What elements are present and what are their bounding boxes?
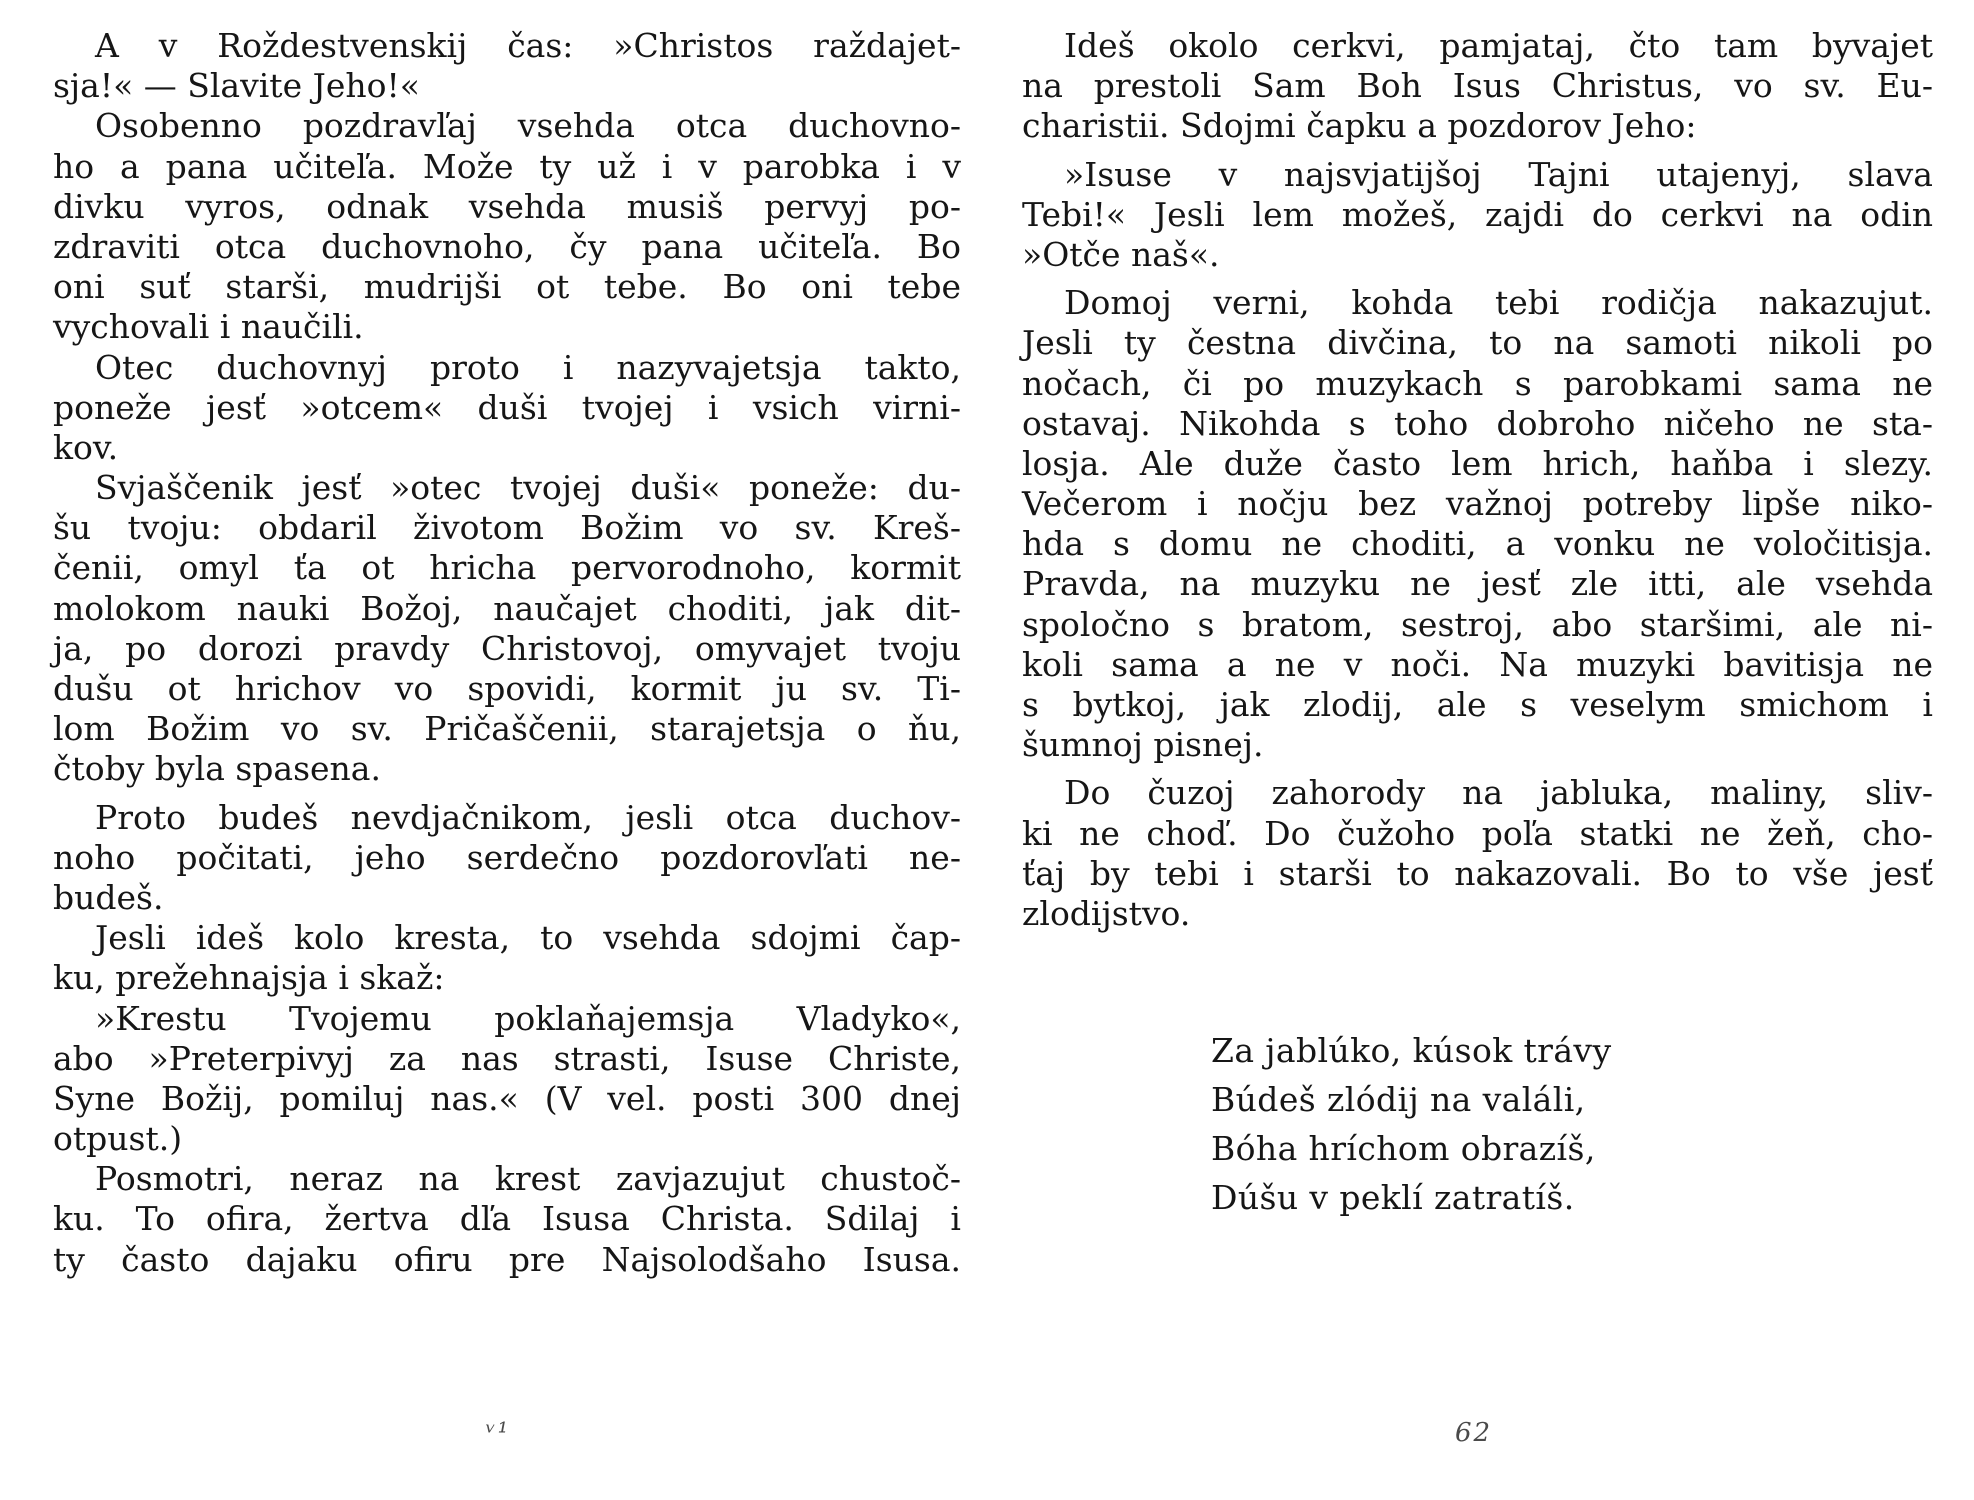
poem-verse: Dúšu v peklí zatratíš. bbox=[1211, 1178, 1575, 1217]
text-line: sja!« — Slavite Jeho!« bbox=[53, 66, 420, 106]
text-line: Jesli ty čestna divčina, to na samoti nikoli po bbox=[1022, 323, 1933, 363]
text-line: Syne Božij, pomiluj nas.« (V vel. posti 300 dnej bbox=[53, 1078, 961, 1118]
text-line: losja. Ale duže často lem hrich, haňba i slezy. bbox=[1022, 443, 1933, 483]
text-line: ho a pana učiteľa. Može ty už i v parobka i v bbox=[53, 146, 961, 186]
text-line: ostavaj. Nikohda s toho dobroho ničeho ne sta- bbox=[1022, 403, 1933, 443]
text-line: »Krestu Tvojemu poklaňajemsja Vladyko«, bbox=[95, 998, 961, 1038]
text-line: Otec duchovnyj proto i nazyvajetsja takto, bbox=[95, 347, 961, 387]
left-page-text bbox=[53, 26, 961, 1280]
paragraph-gap bbox=[53, 790, 961, 798]
text-line: »Otče naš«. bbox=[1022, 234, 1220, 274]
right-page-number: 62 bbox=[1455, 1418, 1493, 1448]
text-line: lom Božim vo sv. Pričaščenii, starajetsja o ňu, bbox=[53, 709, 961, 749]
text-line: Osobenno pozdravľaj vsehda otca duchovno- bbox=[95, 106, 961, 146]
text-line: charistii. Sdojmi čapku a pozdorov Jeho: bbox=[1022, 106, 1697, 146]
text-line: »Isuse v najsvjatijšoj Tajni utajenyj, slava bbox=[1064, 154, 1933, 194]
text-line: kov. bbox=[53, 427, 119, 467]
text-line: Jesli ideš kolo kresta, to vsehda sdojmi čap- bbox=[95, 918, 961, 958]
text-line: divku vyros, odnak vsehda musiš pervyj po- bbox=[53, 186, 961, 226]
text-line: Proto budeš nevdjačnikom, jesli otca duchov- bbox=[95, 797, 961, 837]
text-line: Svjaščenik jesť »otec tvojej duši« poneže: du- bbox=[95, 468, 961, 508]
text-line: na prestoli Sam Boh Isus Christus, vo sv. Eu- bbox=[1022, 66, 1933, 106]
text-line: čenii, omyl ťa ot hricha pervorodnoho, kormit bbox=[53, 548, 961, 588]
text-line: zdraviti otca duchovnoho, čy pana učiteľa. Bo bbox=[53, 226, 961, 266]
text-line: A v Roždestvenskij čas: »Christos raždajet- bbox=[95, 26, 961, 65]
text-line: ja, po dorozi pravdy Christovoj, omyvajet tvoju bbox=[53, 628, 961, 668]
text-line: zlodijstvo. bbox=[1022, 893, 1191, 933]
text-line: Tebi!« Jesli lem možeš, zajdi do cerkvi na odin bbox=[1022, 194, 1933, 234]
text-line: otpust.) bbox=[53, 1119, 183, 1159]
text-line: s bytkoj, jak zlodij, ale s veselym smichom i bbox=[1022, 685, 1933, 724]
text-line: ku. To ofira, žertva dľa Isusa Christa. Sdilaj i bbox=[53, 1199, 961, 1239]
text-line: koli sama a ne v noči. Na muzyki bavitisja ne bbox=[1022, 644, 1933, 684]
text-line: ki ne choď. Do čužoho poľa statki ne žeň, cho- bbox=[1022, 813, 1933, 853]
paragraph-gap bbox=[1022, 765, 1933, 773]
poem-verse: Bóha hríchom obrazíš, bbox=[1211, 1129, 1596, 1168]
text-line: spoločno s bratom, sestroj, abo staršimi, ale ni- bbox=[1022, 604, 1933, 644]
text-line: Večerom i nočju bez važnoj potreby lipše niko- bbox=[1022, 484, 1933, 524]
text-line: šumnoj pisnej. bbox=[1022, 725, 1264, 765]
left-page-number: ᵛ¹ bbox=[486, 1418, 511, 1448]
text-line: šu tvoju: obdaril životom Božim vo sv. Kreš- bbox=[53, 508, 961, 548]
text-line: Ideš okolo cerkvi, pamjataj, čto tam byvajet bbox=[1064, 26, 1933, 65]
text-line: Domoj verni, kohda tebi rodičja nakazujut. bbox=[1064, 283, 1933, 323]
text-line: molokom nauki Božoj, naučajet choditi, jak dit- bbox=[53, 588, 961, 628]
poem-verse: Za jablúko, kúsok trávy bbox=[1211, 1031, 1612, 1070]
poem bbox=[1211, 1026, 1612, 1222]
text-line: poneže jesť »otcem« duši tvojej i vsich virni- bbox=[53, 387, 961, 427]
text-line: abo »Preterpivyj za nas strasti, Isuse Christe, bbox=[53, 1038, 961, 1078]
right-page bbox=[987, 0, 1974, 1500]
text-line: nočach, či po muzykach s parobkami sama ne bbox=[1022, 363, 1933, 403]
text-line: čtoby byla spasena. bbox=[53, 749, 381, 789]
text-line: vychovali i naučili. bbox=[53, 307, 364, 347]
right-page-text bbox=[1022, 26, 1933, 934]
text-line: ku, prežehnajsja i skaž: bbox=[53, 958, 445, 998]
paragraph-gap bbox=[1022, 275, 1933, 283]
text-line: Do čuzoj zahorody na jabluka, maliny, sliv- bbox=[1064, 773, 1933, 813]
text-line: Posmotri, neraz na krest zavjazujut chustoč- bbox=[95, 1159, 961, 1199]
text-line: budeš. bbox=[53, 877, 164, 917]
text-line: hda s domu ne choditi, a vonku ne voločitisja. bbox=[1022, 524, 1933, 564]
text-line: oni suť starši, mudrijši ot tebe. Bo oni tebe bbox=[53, 267, 961, 307]
paragraph-gap bbox=[1022, 147, 1933, 155]
poem-verse: Búdeš zlódij na valáli, bbox=[1211, 1080, 1586, 1119]
text-line: ty často dajaku ofiru pre Najsolodšaho Isusa. bbox=[53, 1239, 961, 1279]
text-line: noho počitati, jeho serdečno pozdorovľati ne- bbox=[53, 837, 961, 877]
text-line: ťaj by tebi i starši to nakazovali. Bo to vše jesť bbox=[1022, 853, 1933, 893]
text-line: dušu ot hrichov vo spovidi, kormit ju sv. Ti- bbox=[53, 669, 961, 708]
text-line: Pravda, na muzyku ne jesť zle itti, ale vsehda bbox=[1022, 564, 1933, 604]
